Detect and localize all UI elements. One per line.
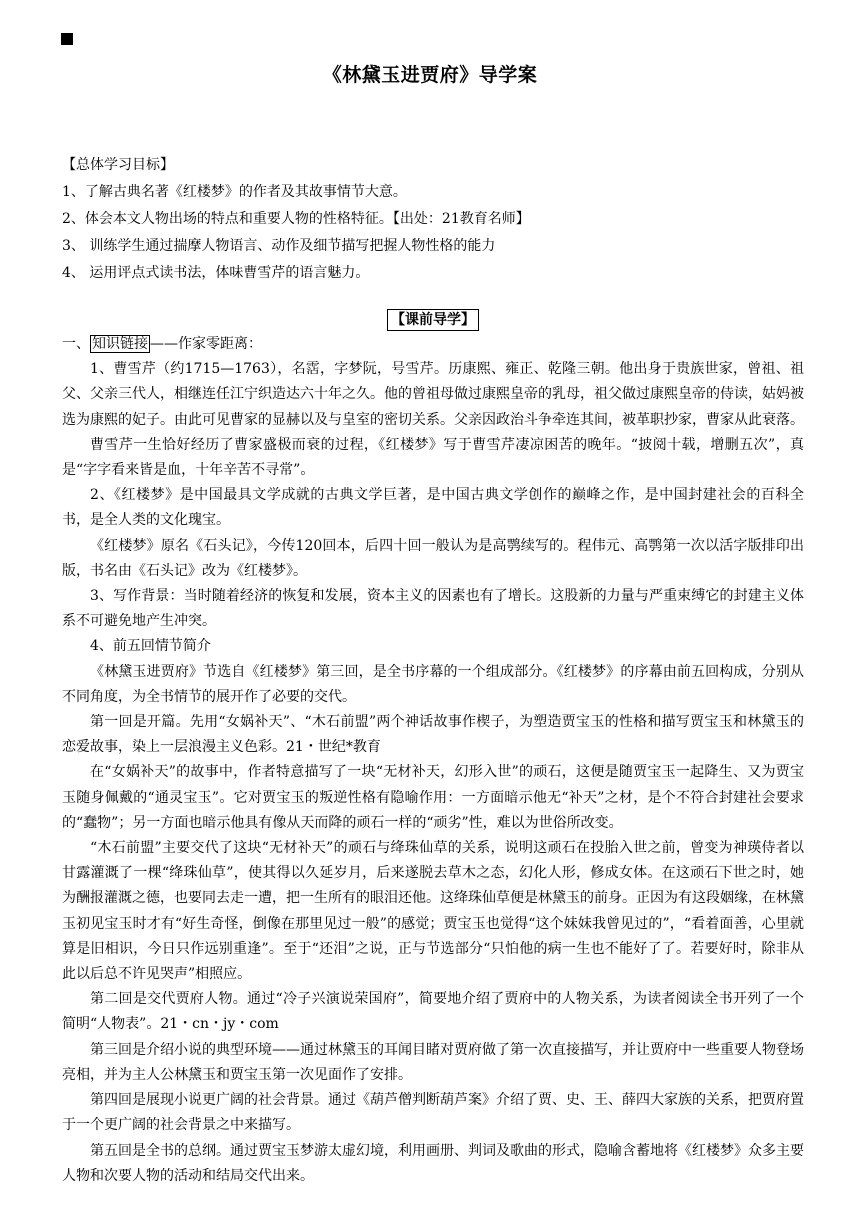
paragraph-author-life: 曹雪芹一生恰好经历了曹家盛极而衰的过程，《红楼梦》写于曹雪芹凄凉困苦的晚年。“披阅十载，增删五次”，真是“字字看来皆是血，十年辛苦不寻常”。 — [62, 436, 804, 479]
paragraph-chapter-three: 第三回是介绍小说的典型环境——通过林黛玉的耳闻目睹对贾府做了第一次直接描写，并让贾府中一些重要人物登场亮相，并为主人公林黛玉和贾宝玉第一次见面作了安排。 — [62, 1041, 804, 1083]
paragraph-wood-stone: “木石前盟”主要交代了这块“无材补天”的顽石与绛珠仙草的关系，说明这顽石在投胎入世之前，曾变为神瑛侍者以甘露灌溉了一棵“绛珠仙草”，使其得以久延岁月，后来遂脱去草木之态，幻化人形，修成女体。在这顽石下世之时，她为酬报灌溉之德，也要同去走一遭，把一生所有的眼泪还他。这绛珠仙草便是林黛玉的前身。正因为有这段姻缘，在林黛玉初见宝玉时才有“好生奇怪，倒像在那里见过一般”的感觉；贾宝玉也觉得“这个妹妹我曾见过的”，“看着面善，心里就算是旧相识，今日只作远别重逢”。至于“还泪”之说，正与节选部分“只怕他的病一生也不能好了了。若要好时，除非从此以后总不许见哭声”相照应。 — [62, 840, 804, 983]
paragraph-novel-history: 《红楼梦》原名《石头记》，今传120回本，后四十回一般认为是高鹗续写的。程伟元、高鹗第一次以活字版排印出版，书名由《石头记》改为《红楼梦》。 — [62, 537, 804, 579]
section-header: 【课前导学】 — [387, 309, 479, 331]
page-title: 《林黛玉进贾府》导学案 — [322, 64, 538, 86]
paragraph-nuwa-story: 在“女娲补天”的故事中，作者特意描写了一块“无材补天，幻形入世”的顽石，这便是随贾宝玉一起降生、又为贾宝玉随身佩戴的“通灵宝玉”。它对贾宝玉的叛逆性格有隐喻作用：一方面暗示他无“补天”之材，是个不符合封建社会要求的“蠢物”；另一方面也暗示他具有像从天而降的顽石一样的“顽劣”性，难以为世俗所改变。 — [62, 764, 804, 831]
paragraph-chapter-two: 第二回是交代贾府人物。通过“冷子兴演说荣国府”，简要地介绍了贾府中的人物关系，为读者阅读全书开列了一个简明“人物表”。21・cn・jy・com — [62, 991, 804, 1033]
corner-square-mark — [61, 33, 73, 45]
paragraph-excerpt-intro: 《林黛玉进贾府》节选自《红楼梦》第三回，是全书序幕的一个组成部分。《红楼梦》的序幕由前五回构成，分别从不同角度，为全书情节的展开作了必要的交代。 — [62, 663, 804, 705]
part-one-heading — [62, 332, 804, 357]
paragraph-chapter-four: 第四回是展现小说更广阔的社会背景。通过《葫芦僧判断葫芦案》介绍了贾、史、王、薛四大家族的关系，把贾府置于一个更广阔的社会背景之中来描写。 — [62, 1092, 804, 1134]
part-one-prefix: 一、 — [62, 336, 90, 352]
goal-item-2: 2、体会本文人物出场的特点和重要人物的性格特征。【出处：21教育名师】 — [62, 211, 530, 227]
part-one-suffix: ——作家零距离： — [150, 336, 262, 352]
paragraph-plot-heading: 4、前五回情节简介 — [90, 638, 211, 655]
section-header-wrap — [62, 308, 804, 332]
knowledge-link-box: 知识链接 — [92, 336, 148, 352]
goal-item-3: 3、 训练学生通过揣摩人物语言、动作及细节描写把握人物性格的能力 — [62, 238, 496, 254]
paragraph-chapter-five: 第五回是全书的总纲。通过贾宝玉梦游太虚幻境，利用画册、判词及歌曲的形式，隐喻含蓄地将《红楼梦》众多主要人物和次要人物的活动和结局交代出来。 — [62, 1142, 804, 1184]
paragraph-chapter-one: 第一回是开篇。先用“女娲补天”、“木石前盟”两个神话故事作楔子，为塑造贾宝玉的性格和描写贾宝玉和林黛玉的恋爱故事，染上一层浪漫主义色彩。21・世纪*教育 — [62, 714, 804, 756]
paragraph-background: 3、写作背景：当时随着经济的恢复和发展，资本主义的因素也有了增长。这股新的力量与严重束缚它的封建主义体系不可避免地产生冲突。 — [62, 588, 804, 630]
goal-item-1: 1、了解古典名著《红楼梦》的作者及其故事情节大意。 — [62, 184, 407, 200]
paragraph-author-bio: 1、曹雪芹（约1715—1763），名霑，字梦阮，号雪芹。历康熙、雍正、乾隆三朝。他出身于贵族世家，曾祖、祖父、父亲三代人，相继连任江宁织造达六十年之久。他的曾祖母做过康熙皇帝的乳母，祖父做过康熙皇帝的侍读，姑妈被选为康熙的妃子。由此可见曹家的显赫以及与皇室的密切关系。父亲因政治斗争牵连其间，被革职抄家，曹家从此衰落。 — [62, 361, 804, 428]
document-body — [62, 152, 804, 1189]
goals-header: 【总体学习目标】 — [62, 157, 174, 173]
goal-item-4: 4、 运用评点式读书法，体味曹雪芹的语言魅力。 — [62, 265, 370, 281]
paragraph-novel-status: 2、《红楼梦》是中国最具文学成就的古典文学巨著，是中国古典文学创作的巅峰之作，是中国封建社会的百科全书，是全人类的文化瑰宝。 — [62, 487, 804, 529]
